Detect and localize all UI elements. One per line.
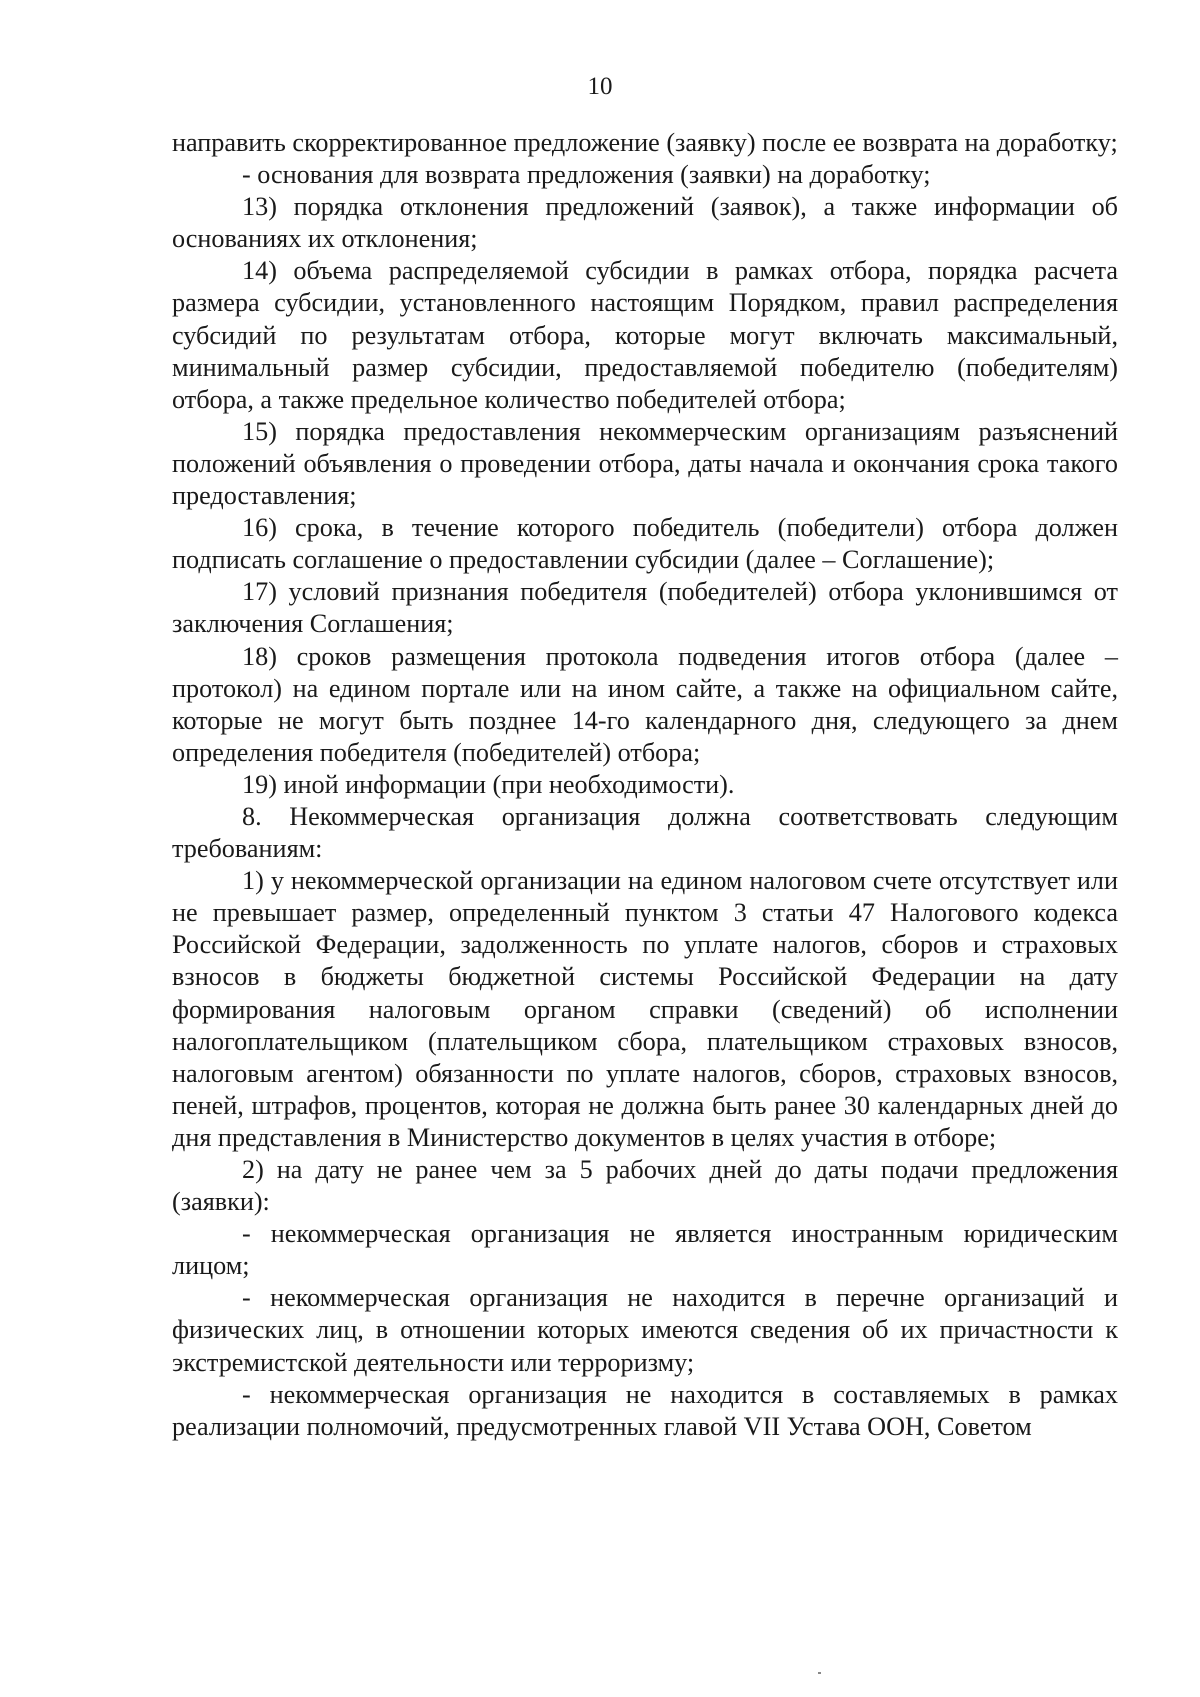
- paragraph-2: - основания для возврата предложения (заявки) на доработку;: [242, 160, 931, 190]
- paragraph-12: 2) на дату не ранее чем за 5 рабочих дней до даты подачи предложения (заявки):: [172, 1155, 1118, 1217]
- scan-speck: [818, 1672, 821, 1674]
- document-body: [172, 127, 1118, 1443]
- paragraph-10: 8. Некоммерческая организация должна соответствовать следующим требованиям:: [172, 801, 1118, 864]
- paragraph-11: 1) у некоммерческой организации на едином налоговом счете отсутствует или не превышает размер, определенный пунктом 3 статьи 47 Налогового кодекса Российской Федерации, задолженность по уплате налогов, сборов и страховых взносов в бюджеты бюджетной системы Российской Федерации на дату формирования налоговым органом справки (сведений) об исполнении налогоплательщиком (плательщиком сбора, плательщиком страховых взносов, налоговым агентом) обязанности по уплате налогов, сборов, страховых взносов, пеней, штрафов, процентов, которая не должна быть ранее 30 календарных дней до дня представления в Министерство документов в целях участия в отборе;: [172, 866, 1118, 1152]
- paragraph-4: 14) объема распределяемой субсидии в рамках отбора, порядка расчета размера субсидии, установленного настоящим Порядком, правил распределения субсидий по результатам отбора, которые могут включать максимальный, минимальный размер субсидии, предоставляемой победителю (победителям) отбора, а также предельное количество победителей отбора;: [172, 256, 1118, 414]
- paragraph-8: 18) сроков размещения протокола подведения итогов отбора (далее – протокол) на едином портале или на ином сайте, а также на официальном сайте, которые не могут быть позднее 14-го календарного дня, следующего за днем определения победителя (победителей) отбора;: [172, 641, 1118, 767]
- paragraph-5: 15) порядка предоставления некоммерческим организациям разъяснений положений объявления о проведении отбора, даты начала и окончания срока такого предоставления;: [172, 416, 1118, 511]
- paragraph-1: направить скорректированное предложение (заявку) после ее возврата на доработку;: [172, 128, 1118, 157]
- paragraph-9: 19) иной информации (при необходимости).: [242, 769, 735, 799]
- paragraph-6: 16) срока, в течение которого победитель (победители) отбора должен подписать соглашение о предоставлении субсидии (далее – Соглашение);: [172, 513, 1118, 575]
- paragraph-14: - некоммерческая организация не находится в перечне организаций и физических лиц, в отношении которых имеются сведения об их причастности к экстремистской деятельности или терроризму;: [172, 1283, 1118, 1377]
- paragraph-3: 13) порядка отклонения предложений (заявок), а также информации об основаниях их отклонения;: [172, 192, 1118, 254]
- paragraph-15: - некоммерческая организация не находится в составляемых в рамках реализации полномочий, предусмотренных главой VII Устава ООН, Советом: [172, 1379, 1118, 1441]
- paragraph-13: - некоммерческая организация не является иностранным юридическим лицом;: [172, 1219, 1118, 1281]
- paragraph-7: 17) условий признания победителя (победителей) отбора уклонившимся от заключения Соглашения;: [172, 577, 1118, 639]
- page-number: 10: [587, 73, 613, 100]
